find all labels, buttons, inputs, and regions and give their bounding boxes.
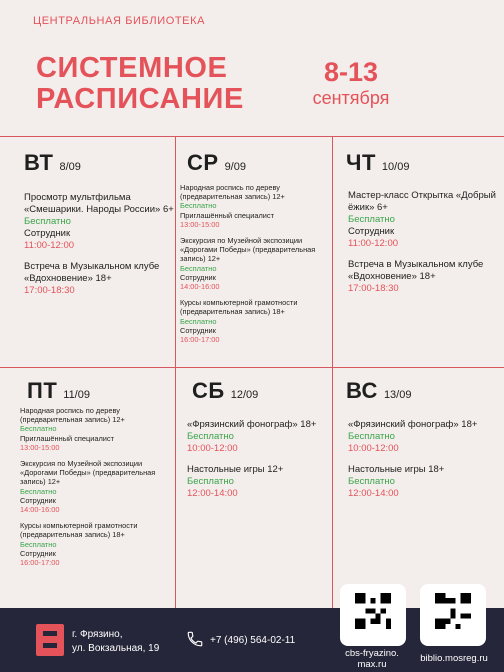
- event-title: Курсы компьютерной грамотности (предварительная запись) 18+: [20, 521, 138, 540]
- event-price: Бесплатно: [187, 476, 234, 487]
- event-item: [180, 183, 330, 229]
- event-host: Приглашённый специалист: [20, 433, 115, 443]
- event-time: 17:00-18:30: [24, 285, 75, 296]
- event-price: Бесплатно: [348, 476, 395, 487]
- event-item: [24, 261, 174, 297]
- address-street: ул. Вокзальная, 19: [72, 643, 160, 654]
- event-host: Сотрудник: [24, 228, 71, 239]
- event-list: [20, 406, 172, 574]
- event-title: Настольные игры 12+: [187, 464, 284, 475]
- event-title: Экскурсия по Музейной экспозиции «Дорогами Победы» (предварительная запись) 12+: [180, 236, 316, 264]
- day-date: 8/09: [59, 161, 81, 173]
- address: [72, 628, 159, 656]
- event-item: [348, 464, 498, 500]
- event-item: [348, 190, 498, 250]
- event-item: [187, 464, 327, 500]
- day-header: [187, 150, 246, 176]
- event-time: 13:00-15:00: [20, 442, 60, 452]
- event-time: 16:00-17:00: [20, 558, 60, 568]
- event-list: [187, 419, 327, 509]
- event-time: 12:00-14:00: [187, 488, 238, 499]
- title-line-1: СИСТЕМНОЕ: [36, 52, 228, 84]
- day-abbr: СБ: [192, 378, 225, 403]
- event-item: [20, 406, 172, 452]
- day-header: [346, 378, 411, 404]
- qr-caption-max-line1: cbs-fryazino.: [345, 648, 399, 659]
- event-item: [20, 521, 172, 567]
- date-range: [296, 57, 406, 109]
- day-abbr: ВТ: [24, 150, 54, 175]
- date-range-month: сентября: [312, 88, 390, 108]
- address-city: г. Фрязино,: [72, 629, 123, 640]
- event-title: Мастер-класс Открытка «Добрый ёжик» 6+: [348, 190, 496, 213]
- library-name: ЦЕНТРАЛЬНАЯ БИБЛИОТЕКА: [33, 15, 206, 27]
- header: [0, 0, 504, 135]
- day-abbr: ЧТ: [346, 150, 376, 175]
- event-time: 10:00-12:00: [348, 443, 399, 454]
- event-price: Бесплатно: [187, 431, 234, 442]
- event-list: [348, 190, 498, 304]
- phone-number[interactable]: +7 (496) 564-02-11: [210, 635, 296, 646]
- event-time: 10:00-12:00: [187, 443, 238, 454]
- event-price: Бесплатно: [180, 316, 217, 326]
- grid-line-middle: [0, 367, 504, 368]
- event-price: Бесплатно: [180, 263, 217, 273]
- event-price: Бесплатно: [180, 201, 217, 211]
- day-date: 9/09: [224, 161, 246, 173]
- event-list: [180, 183, 330, 351]
- day-date: 10/09: [381, 161, 410, 173]
- day-abbr: ВС: [346, 378, 378, 403]
- event-title: Просмотр мультфильма «Смешарики. Народы России» 6+: [24, 192, 174, 215]
- qr-caption-mosreg[interactable]: biblio.mosreg.ru: [420, 653, 488, 664]
- event-time: 12:00-14:00: [348, 488, 399, 499]
- grid-line-left: [175, 136, 176, 608]
- qr-caption-max[interactable]: [336, 648, 408, 670]
- day-abbr: СР: [187, 150, 219, 175]
- event-price: Бесплатно: [20, 539, 57, 549]
- event-title: «Фрязинский фонограф» 18+: [187, 419, 317, 430]
- event-time: 16:00-17:00: [180, 335, 220, 345]
- day-date: 13/09: [383, 389, 412, 401]
- event-title: Встреча в Музыкальном клубе «Вдохновение» 18+: [348, 259, 484, 282]
- event-title: Экскурсия по Музейной экспозиции «Дорогами Победы» (предварительная запись) 12+: [20, 459, 156, 487]
- title-line-2: РАСПИСАНИЕ: [36, 83, 244, 115]
- event-time: 11:00-12:00: [24, 240, 75, 251]
- library-logo-icon: [36, 624, 64, 656]
- event-host: Сотрудник: [348, 226, 395, 237]
- qr-code-max-icon[interactable]: [352, 590, 394, 632]
- event-title: «Фрязинский фонограф» 18+: [348, 419, 478, 430]
- event-item: [24, 192, 174, 252]
- day-header: [346, 150, 409, 176]
- qr-caption-max-line2: max.ru: [357, 659, 387, 670]
- event-host: Сотрудник: [20, 548, 56, 558]
- event-time: 17:00-18:30: [348, 283, 399, 294]
- event-item: [187, 419, 327, 455]
- day-abbr: ПТ: [27, 378, 58, 403]
- event-item: [180, 236, 330, 291]
- event-host: Сотрудник: [180, 325, 216, 335]
- event-price: Бесплатно: [348, 431, 395, 442]
- event-host: Приглашённый специалист: [180, 210, 275, 220]
- date-range-days: 8-13: [323, 57, 379, 87]
- event-time: 11:00-12:00: [348, 238, 399, 249]
- event-time: 14:00-16:00: [180, 282, 220, 292]
- event-item: [348, 259, 498, 295]
- phone-icon: [186, 630, 204, 648]
- day-header: [192, 378, 258, 404]
- event-list: [348, 419, 498, 509]
- event-host: Сотрудник: [20, 495, 56, 505]
- event-price: Бесплатно: [20, 486, 57, 496]
- grid-line-top: [0, 136, 504, 137]
- event-price: Бесплатно: [24, 216, 71, 227]
- event-title: Встреча в Музыкальном клубе «Вдохновение» 18+: [24, 261, 160, 284]
- page-title: [36, 53, 244, 115]
- event-item: [180, 298, 330, 344]
- day-header: [24, 150, 81, 176]
- event-time: 14:00-16:00: [20, 505, 60, 515]
- event-title: Народная роспись по дереву (предварительная запись) 12+: [20, 406, 125, 425]
- event-price: Бесплатно: [348, 214, 395, 225]
- day-header: [27, 378, 90, 404]
- event-title: Настольные игры 18+: [348, 464, 445, 475]
- event-time: 13:00-15:00: [180, 219, 220, 229]
- event-title: Народная роспись по дереву (предварительная запись) 12+: [180, 183, 285, 202]
- qr-code-mosreg-icon[interactable]: [432, 590, 474, 632]
- day-date: 12/09: [230, 389, 259, 401]
- day-date: 11/09: [63, 389, 90, 401]
- event-title: Курсы компьютерной грамотности (предварительная запись) 18+: [180, 298, 298, 317]
- event-list: [24, 192, 174, 306]
- event-price: Бесплатно: [20, 424, 57, 434]
- grid-line-right: [332, 136, 333, 608]
- event-item: [348, 419, 498, 455]
- event-host: Сотрудник: [180, 272, 216, 282]
- event-item: [20, 459, 172, 514]
